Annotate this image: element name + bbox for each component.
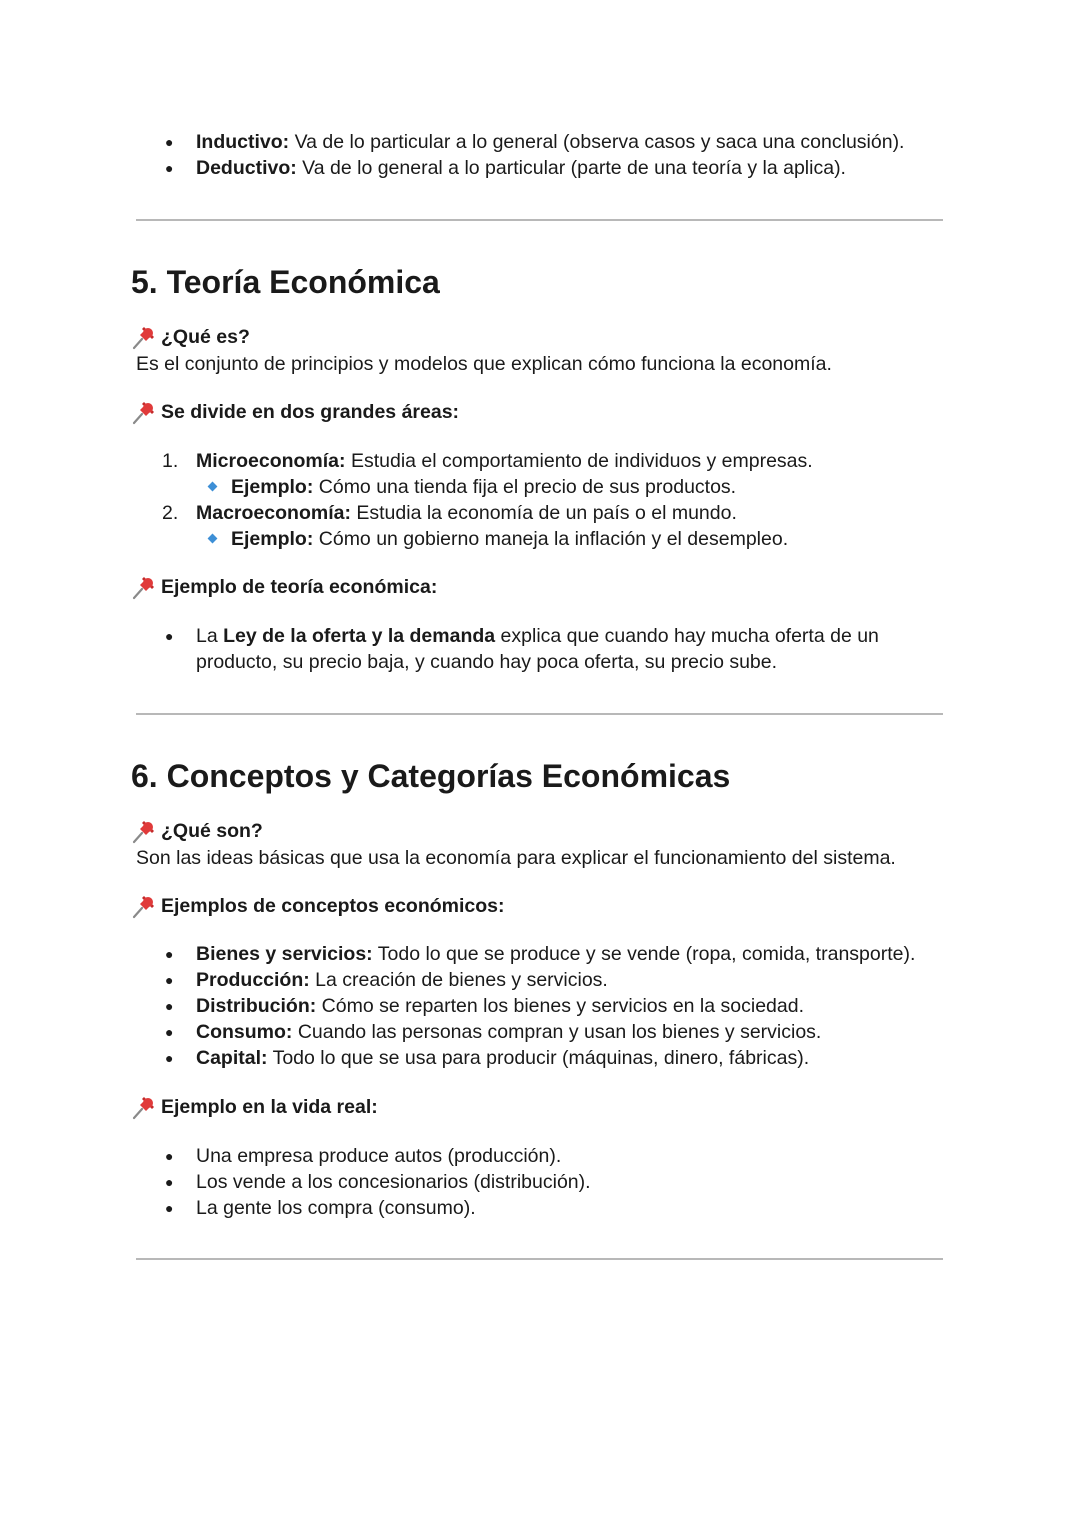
bullet-dot: ● [165, 160, 174, 176]
list-item: Producción: La creación de bienes y servicios. [196, 969, 608, 991]
bullet-dot: ● [165, 1024, 174, 1040]
bullet-dot: ● [165, 134, 174, 150]
sub-list-item: Ejemplo: Cómo una tienda fija el precio de sus productos. [231, 476, 737, 498]
list-item: La gente los compra (consumo). [196, 1197, 476, 1219]
definition-text: Son las ideas básicas que usa la economía para explicar el funcionamiento del sistema. [136, 847, 896, 869]
definition-text: Es el conjunto de principios y modelos que explican cómo funciona la economía. [136, 353, 832, 375]
concepts-heading: Ejemplos de conceptos económicos: [131, 893, 505, 919]
example-heading: Ejemplo de teoría económica: [131, 574, 437, 600]
list-item: Una empresa produce autos (producción). [196, 1145, 562, 1167]
bullet-dot: ● [165, 972, 174, 988]
list-item: Deductivo: Va de lo general a lo particular (parte de una teoría y la aplica). [196, 157, 846, 179]
bullet-dot: ● [165, 946, 174, 962]
bullet-dot: ● [165, 628, 174, 644]
list-item: Macroeconomía: Estudia la economía de un país o el mundo. [196, 502, 737, 524]
list-item: Microeconomía: Estudia el comportamiento de individuos y empresas. [196, 450, 813, 472]
sub-list-item: Ejemplo: Cómo un gobierno maneja la inflación y el desempleo. [231, 528, 789, 550]
list-number: 1. [162, 450, 179, 472]
list-number: 2. [162, 502, 179, 524]
pushpin-icon [131, 1094, 157, 1120]
what-heading: ¿Qué son? [131, 818, 263, 844]
list-item: Capital: Todo lo que se usa para producir (máquinas, dinero, fábricas). [196, 1047, 810, 1069]
divider [136, 1258, 943, 1260]
list-item: Consumo: Cuando las personas compran y usan los bienes y servicios. [196, 1021, 822, 1043]
list-item: Bienes y servicios: Todo lo que se produce y se vende (ropa, comida, transporte). [196, 943, 916, 965]
pushpin-icon [131, 399, 157, 425]
pushpin-icon [131, 574, 157, 600]
pushpin-icon [131, 893, 157, 919]
list-item-continuation: producto, su precio baja, y cuando hay poca oferta, su precio sube. [196, 651, 778, 673]
diamond-bullet-icon [208, 482, 218, 492]
diamond-bullet-icon [208, 534, 218, 544]
real-example-heading: Ejemplo en la vida real: [131, 1094, 378, 1120]
list-item: Distribución: Cómo se reparten los bienes y servicios en la sociedad. [196, 995, 804, 1017]
list-item: La Ley de la oferta y la demanda explica que cuando hay mucha oferta de un [196, 625, 879, 647]
divider [136, 713, 943, 715]
pushpin-icon [131, 324, 157, 350]
areas-heading: Se divide en dos grandes áreas: [131, 399, 459, 425]
section-title: 6. Conceptos y Categorías Económicas [131, 758, 731, 794]
bullet-dot: ● [165, 1174, 174, 1190]
bullet-dot: ● [165, 1148, 174, 1164]
divider [136, 219, 943, 221]
bullet-dot: ● [165, 998, 174, 1014]
section-title: 5. Teoría Económica [131, 264, 440, 300]
pushpin-icon [131, 818, 157, 844]
what-heading: ¿Qué es? [131, 324, 250, 350]
bullet-dot: ● [165, 1050, 174, 1066]
list-item: Los vende a los concesionarios (distribución). [196, 1171, 591, 1193]
list-item: Inductivo: Va de lo particular a lo general (observa casos y saca una conclusión). [196, 131, 905, 153]
bullet-dot: ● [165, 1200, 174, 1216]
